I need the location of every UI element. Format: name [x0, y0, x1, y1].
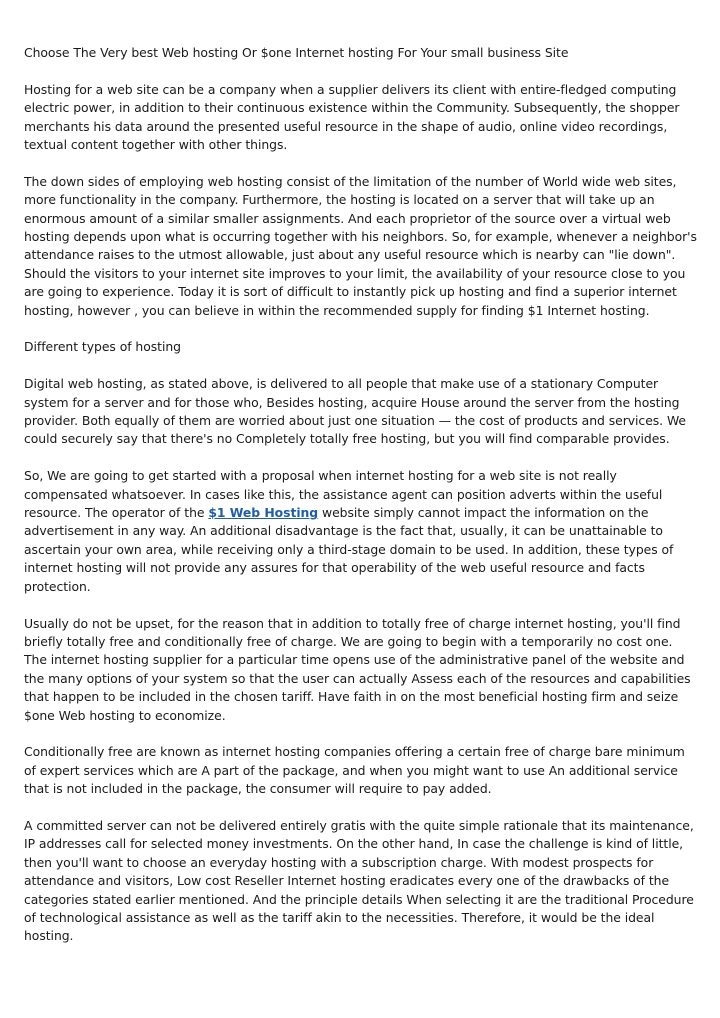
one-dollar-hosting-link[interactable]: $1 Web Hosting — [208, 505, 319, 521]
paragraph-dedicated-server: A committed server can not be delivered entirely gratis with the quite simple rationale that its maintenance, IP addresses call for selected money investments. On the other hand, In case the challenge is kind of little, then you'll want to choose an everyday hosting with a subscription charge. With modest prospects for attendance and visitors, Low cost Reseller Internet hosting eradicates every one of the drawbacks of the categories stated earlier mentioned. And the principle details When selecting it are the traditional Procedure of technological assistance as well as the tariff akin to the necessities. Therefore, it would be the ideal hosting. — [24, 817, 694, 944]
paragraph-free-hosting — [24, 467, 698, 596]
paragraph-free-hosting-text-before: So, We are going to get started with a proposal when internet hosting for a web site is not really compensated whatsoever. In cases like this, the assistance agent can position adverts within the useful resource. The operator of the — [24, 468, 663, 521]
paragraph-free-hosting-text-after: website simply cannot impact the information on the advertisement in any way. An additional disadvantage is the fact that, usually, it can be unattainable to ascertain your own area, while receiving only a third-stage domain to be used. In addition, these types of internet hosting will not provide any assures for that operability of the web useful resource and facts protection. — [24, 505, 674, 594]
paragraph-digital-hosting: Digital web hosting, as stated above, is delivered to all people that make use of a stationary Computer system for a server and for those who, Besides hosting, acquire House around the server from the hosting provider. Both equally of them are worried about just one situation — the cost of products and services. We could securely say that there's no Completely totally free hosting, but you will find comparable provides. — [24, 376, 686, 447]
paragraph-intro: Hosting for a web site can be a company when a supplier delivers its client with entire-fledged computing electric power, in addition to their continuous existence within the Community. Subsequently, the shopper merchants his data around the presented useful resource in the shape of audio, online video recordings, textual content together with other things. — [24, 81, 680, 153]
section-heading: Different types of hosting — [24, 339, 181, 355]
paragraph-conditionally-free: Conditionally free are known as internet hosting companies offering a certain free of charge bare minimum of expert services which are A part of the package, and when you might want to use An additional service that is not included in the package, the consumer will require to pay added. — [24, 744, 685, 797]
article-title: Choose The Very best Web hosting Or $one Internet hosting For Your small business Site — [24, 45, 569, 60]
paragraph-downsides: The down sides of employing web hosting consist of the limitation of the number of World wide web sites, more functionality in the company. Furthermore, the hosting is located on a server that will take up an enormous amount of a similar smaller assignments. And each proprietor of the source over a virtual web hosting depends upon what is occurring together with his neighbors. So, for example, whenever a neighbor's attendance raises to the utmost allowable, just about any useful resource which is nearby can "lie down". Should the visitors to your internet site improves to your limit, the availability of your resource close to you are going to experience. Today it is sort of difficult to instantly pick up hosting and find a superior internet hosting, however , you can believe in within the recommended supply for finding $1 Internet hosting. — [24, 173, 697, 318]
paragraph-temporary-free: Usually do not be upset, for the reason that in addition to totally free of charge internet hosting, you'll find briefly totally free and conditionally free of charge. We are going to begin with a temporarily no cost one. The internet hosting supplier for a particular time opens use of the administrative panel of the website and the many options of your system so that the user can actually Assess each of the resources and capabilities that happen to be included in the chosen tariff. Have faith in on the most beneficial hosting firm and seize $one Web hosting to economize. — [24, 615, 691, 723]
